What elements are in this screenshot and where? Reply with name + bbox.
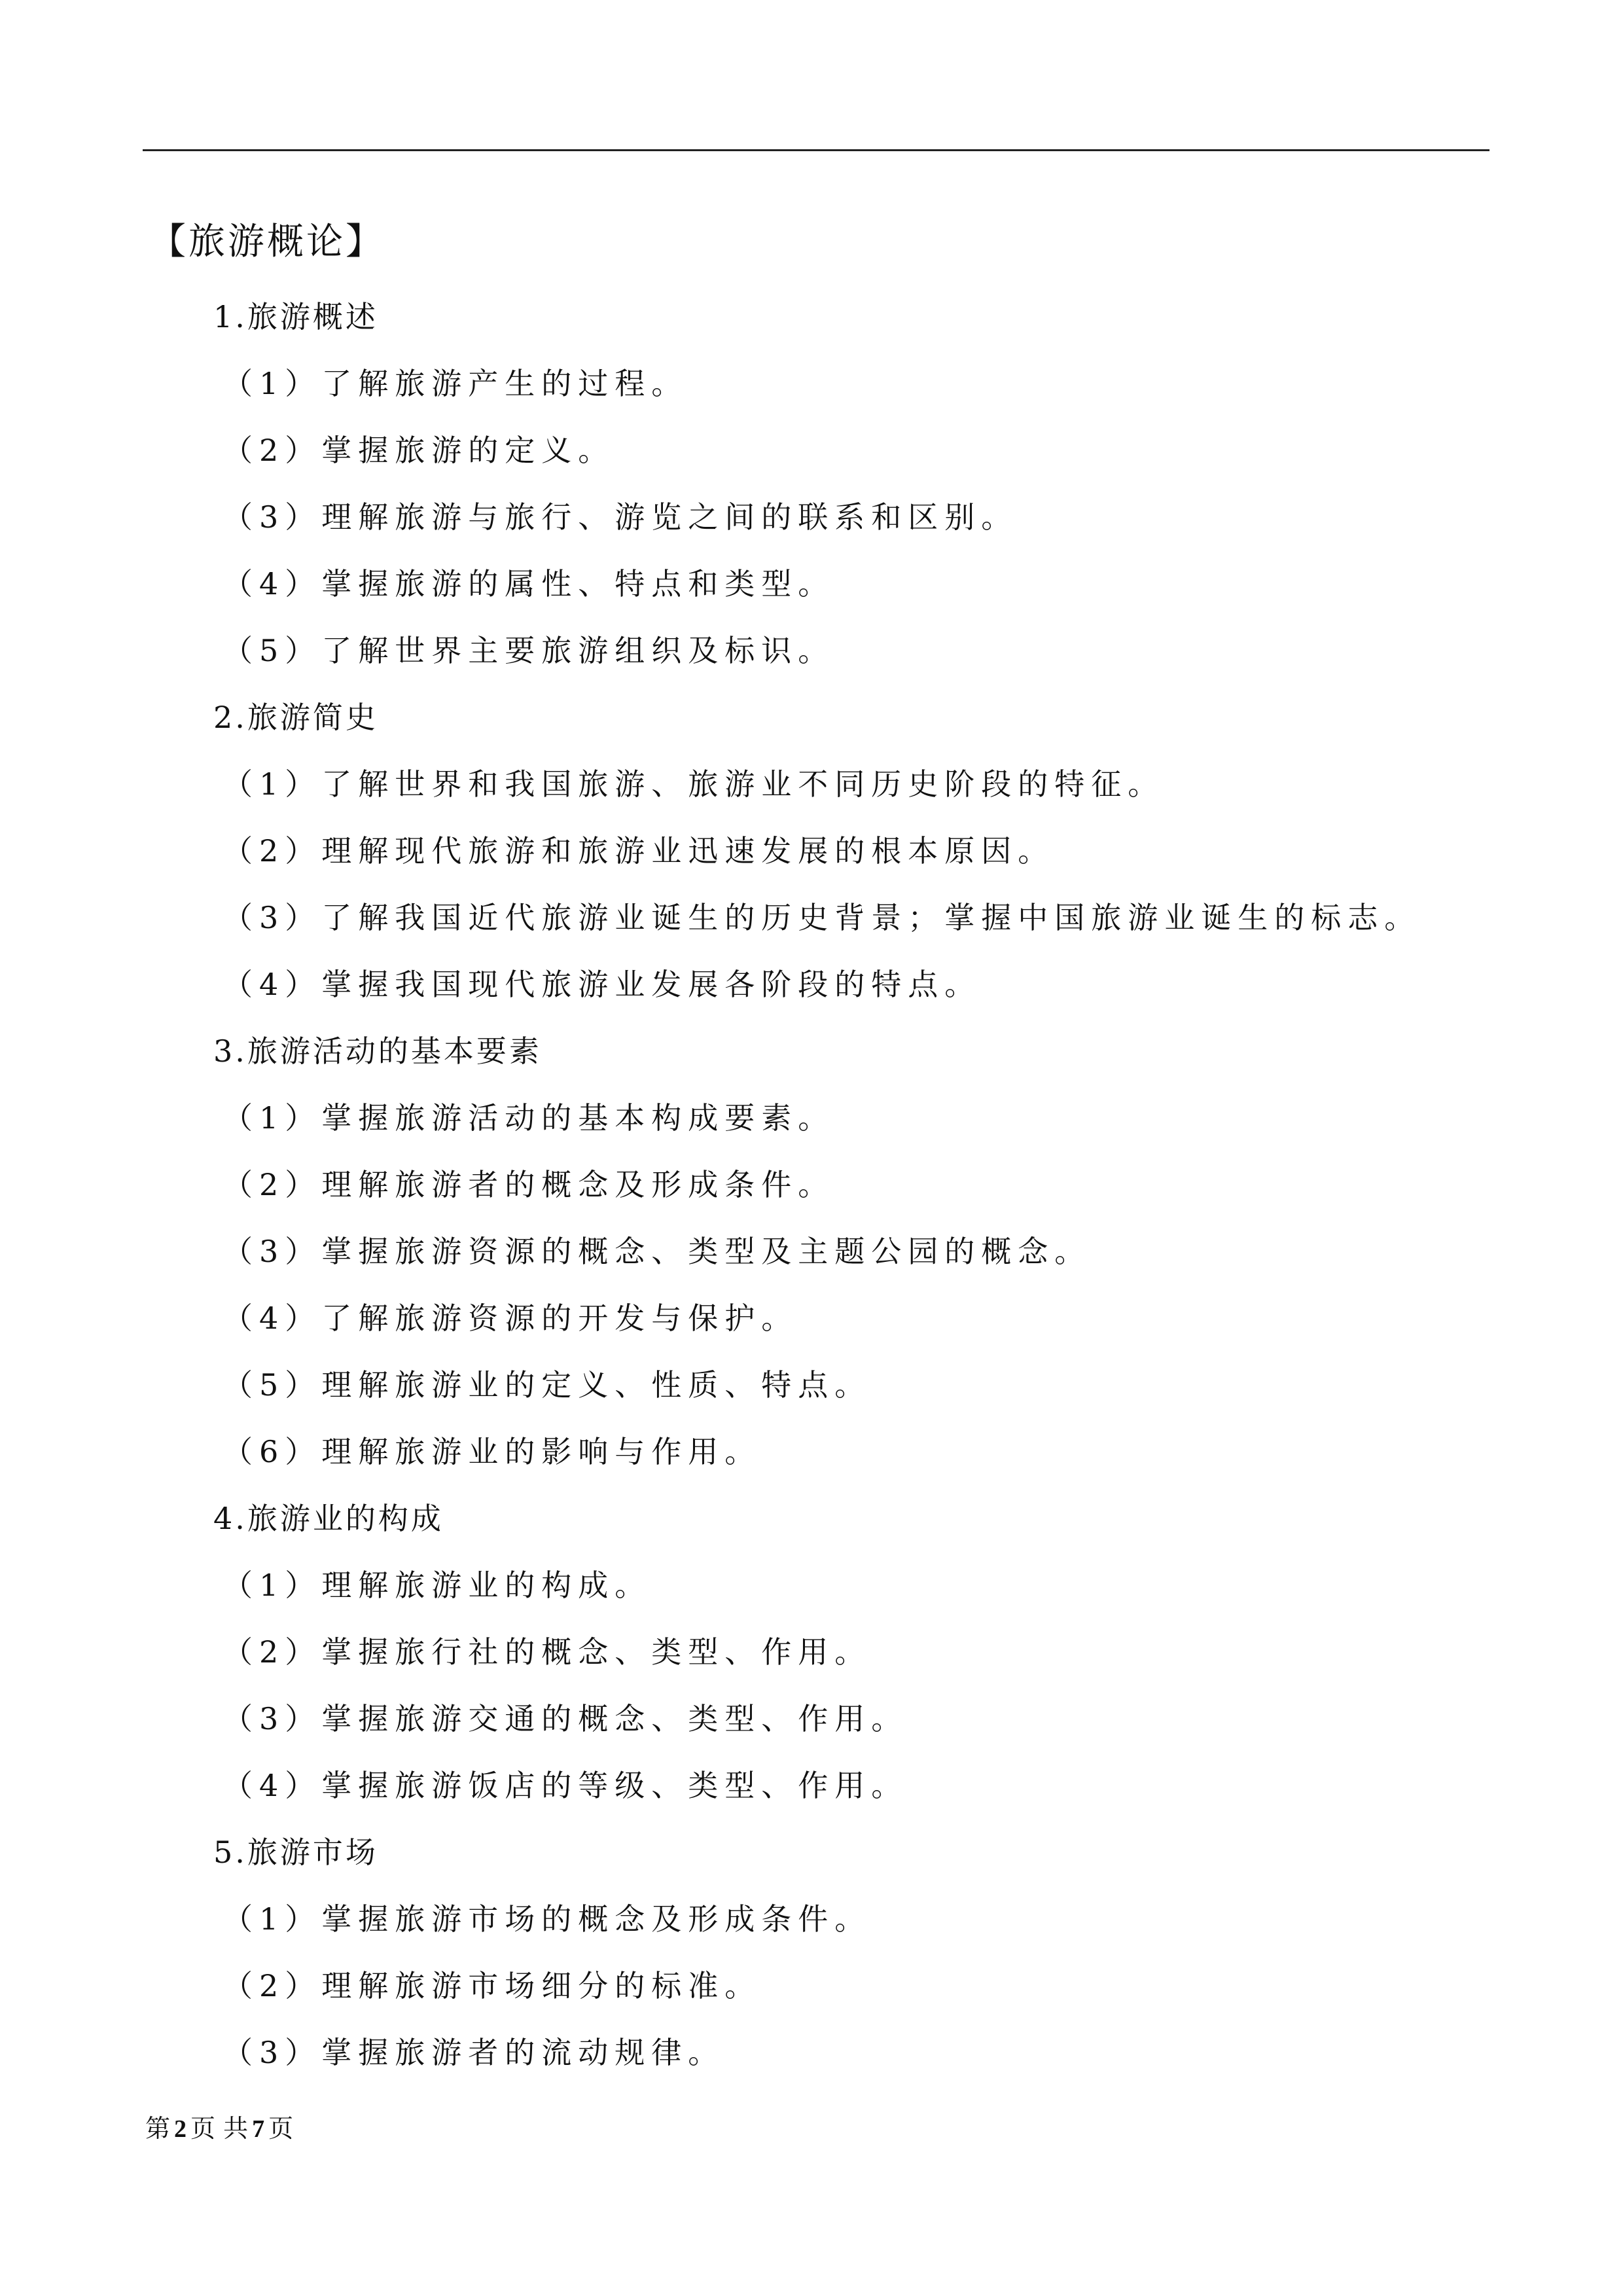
list-item: （1）了解旅游产生的过程。: [223, 366, 688, 401]
section-heading: 4.旅游业的构成: [213, 1501, 444, 1536]
list-item: （3）掌握旅游资源的概念、类型及主题公园的概念。: [223, 1234, 1092, 1269]
list-item: （4）掌握我国现代旅游业发展各阶段的特点。: [223, 967, 982, 1002]
list-item: （3）了解我国近代旅游业诞生的历史背景；掌握中国旅游业诞生的标志。: [223, 900, 1421, 935]
list-item: （2）理解现代旅游和旅游业迅速发展的根本原因。: [223, 833, 1055, 869]
list-item: （6）理解旅游业的影响与作用。: [223, 1434, 762, 1469]
footer-prefix: 第: [145, 2114, 171, 2143]
footer-middle: 页 共: [190, 2114, 249, 2143]
list-item: （1）掌握旅游活动的基本构成要素。: [223, 1100, 835, 1136]
list-item: （2）掌握旅游的定义。: [223, 433, 615, 468]
list-item: （3）掌握旅游交通的概念、类型、作用。: [223, 1701, 908, 1736]
current-page-number: 2: [174, 2115, 187, 2143]
list-item: （3）理解旅游与旅行、游览之间的联系和区别。: [223, 499, 1018, 535]
list-item: （2）掌握旅行社的概念、类型、作用。: [223, 1634, 872, 1670]
list-item: （2）理解旅游者的概念及形成条件。: [223, 1167, 835, 1202]
header-rule: [143, 149, 1489, 151]
section-title: 【旅游概论】: [149, 221, 385, 263]
list-item: （4）掌握旅游的属性、特点和类型。: [223, 566, 835, 601]
total-page-number: 7: [252, 2115, 265, 2143]
list-item: （3）掌握旅游者的流动规律。: [223, 2035, 725, 2070]
list-item: （4）了解旅游资源的开发与保护。: [223, 1300, 798, 1336]
list-item: （5）理解旅游业的定义、性质、特点。: [223, 1367, 872, 1403]
section-heading: 1.旅游概述: [213, 299, 378, 334]
page-footer: [145, 2113, 293, 2145]
list-item: （1）了解世界和我国旅游、旅游业不同历史阶段的特征。: [223, 766, 1165, 802]
list-item: （4）掌握旅游饭店的等级、类型、作用。: [223, 1768, 908, 1803]
list-item: （1）理解旅游业的构成。: [223, 1568, 652, 1603]
list-item: （5）了解世界主要旅游组织及标识。: [223, 633, 835, 668]
list-item: （2）理解旅游市场细分的标准。: [223, 1968, 762, 2003]
footer-suffix: 页: [268, 2114, 294, 2143]
section-heading: 5.旅游市场: [213, 1835, 378, 1870]
list-item: （1）掌握旅游市场的概念及形成条件。: [223, 1901, 872, 1937]
section-heading: 3.旅游活动的基本要素: [213, 1033, 542, 1069]
section-heading: 2.旅游简史: [213, 700, 378, 735]
